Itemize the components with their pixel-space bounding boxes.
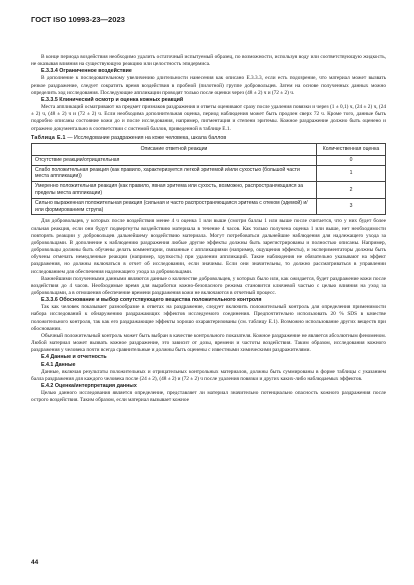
table-header-score: Количественная оценка: [317, 143, 386, 155]
table-caption-label: Таблица E.1: [31, 134, 66, 141]
section-heading: E.3.3.6 Обоснование и выбор сопутствующего вещества положительного контроля: [41, 297, 262, 304]
table-header-description: Описание ответной реакции: [32, 143, 317, 155]
table-row: [32, 182, 386, 199]
body-paragraph: В конце периода воздействия необходимо удалить остаточный испытуемый образец, по возможности, используя воду или соответствующую жидкость, не оказывая влияния на существующую реакцию или целостность эпидермиса.: [31, 54, 386, 68]
reaction-description: Слабо положительная реакция (как правило, характеризуется легкой эритемой и/или сухостью (большой части места аппликации)): [32, 165, 317, 182]
table-header-row: [32, 143, 386, 155]
table-row: [32, 165, 386, 182]
table-caption: [31, 135, 386, 142]
section-heading: E.4 Данные и отчетность: [41, 354, 107, 361]
body-paragraph: Обычный положительный контроль может быть выбран в качестве контрольного показателя. Кожное раздражение не является абсолютным феноменом. Любой материал может вызвать кожное раздражение, это зависит от дозы, времени и частоты воздействия. Таким образом, исследования кожного раздражения у человека почти всегда сравнительные и должны быть оценены с известными химическими раздражителями.: [31, 332, 386, 354]
table-body: [32, 155, 386, 215]
reaction-score: 1: [317, 165, 386, 182]
reaction-description: Сильно выраженная положительная реакция (сильная и часто распространяющаяся эритема с отеком (эдемой) и/или формированием струпа): [32, 198, 317, 215]
top-section: [31, 54, 386, 133]
document-body: [31, 54, 386, 405]
section-heading: E.3.3.5 Клинический осмотр и оценка кожных реакций: [41, 96, 184, 103]
section-heading: E.4.2 Оценка/интерпретация данных: [41, 383, 137, 390]
body-paragraph: Данные, включая результаты положительных и отрицательных контрольных материалов, должны быть суммированы в форме таблицы с указанием балла раздражения для каждого человека после (24 ± 2), (48 ± 2) и (72 ± 2) ч после удаления повязки и других каких-либо наблюдаемых эффектов.: [31, 368, 386, 382]
reaction-score: 3: [317, 198, 386, 215]
section-heading: E.3.3.4 Ограниченное воздействие: [41, 68, 132, 75]
body-paragraph: Места аппликаций осматривают на предмет признаков раздражения и ответы оценивают сразу после удаления повязки и через (1 ± 0,1) ч, (24 ± 2) ч, (24 ± 2) ч, (48 ± 2) ч и (72 ± 2) ч. Если необходима дополнительная оценка, период наблюдения может быть продлен сверх 72 ч. Кроме того, данные быть подробно описаны состояние кожи до и после исследования, например, пигментация и степени эритемы. Кожное раздражение должно быть оценено и отражено документально в соответствии с системой баллов, приведенной в таблице E.1.: [31, 104, 386, 132]
table-row: [32, 198, 386, 215]
reaction-score: 0: [317, 155, 386, 165]
body-paragraph: Так как человек показывает разнообразие в ответах на раздражение, следует включить положительный контроль для определения применимости набора исследований к обнаружению раздражающих эффектов исследуемого соединения. Предпочтительно использовать 20 % SDS в качестве положительного контроля, так как его раздражающие эффекты хорошо охарактеризованы (см. таблицу E.1). Возможно использование других веществ при обосновании.: [31, 304, 386, 332]
reaction-score: 2: [317, 182, 386, 199]
table-caption-text: — Исследование раздражения на коже человека, шкала баллов: [65, 134, 227, 141]
body-paragraph: Для добровольцев, у которых после воздействия менее 4 ч оценка 1 или выше (смотри баллы 1 или выше после считается, что у них будет более сильная реакция, если они будут подвергнуты воздействию материала в течение 4 часов. Как только получена оценка 1 или выше, нет необходимости повторять реакции у добровольцев дальнейшему воздействию материала. Могут потребоваться дальнейшие наблюдения для надлежащего ухода за добровольцами. В дополнение к наблюдению раздражения любые другие эффекты должны быть зарегистрированы и полностью описаны. Например, добровольцы должны быть обучены делать комментарии, связанные с аппликациями (например, ощущения эффекты), и экспериментаторы должны быть обучены отмечать немедленные реакции (например, хрупкость) при удалении аппликаций. Такие наблюдения не обязательно указывают на эффект раздражения, но должны включаться в отчет об исследовании, если значимы. Если они значительны, то должно рассматриваться в управлении исследованием для обеспечения надлежащего ухода за добровольцами.: [31, 218, 386, 275]
reaction-description: Отсутствие реакции/отрицательная: [32, 155, 317, 165]
section-heading: E.4.1 Данные: [41, 361, 76, 368]
body-paragraph: Важнейшими полученными данными являются данные о количестве добровольцев, у которых было или, как ожидается, будет раздражение кожи после воздействия до 4 часов. Необходимые время для выработки кожно-безопасного режима становится ключевой частью с целью влияния на уход за добровольцами, а в отношения обеспечение времени раздражения кожи не включаются в отчетный процесс.: [31, 275, 386, 297]
page-number: 44: [31, 559, 39, 566]
table-row: [32, 155, 386, 165]
document-header: ГОСТ ISO 10993-23—2023: [31, 15, 125, 24]
scoring-table: [31, 143, 386, 216]
bottom-section: [31, 218, 386, 404]
body-paragraph: В дополнение к последовательному увеличению длительности нанесения как описано E.3.3.3, если есть подозрение, что материал может вызвать резкое раздражение, следует сократить время воздействия в пробной (пилотной) группе добровольцев. Затем на основе полученных данных можно определить ход исследования. Последующие аппликации проводят только после оценки через (48 ± 2) ч и (72 ± 2) ч.: [31, 75, 386, 96]
body-paragraph: Целью данного исследования является определение, представляет ли материал значительно потенциально опасность кожного раздражения после острого воздействия. Таким образом, если материал вызывает кожное: [31, 390, 386, 404]
reaction-description: Умеренно положительная реакция (как правило, явная эритема или сухость, возможно, распространяющаяся за пределы места аппликации): [32, 182, 317, 199]
